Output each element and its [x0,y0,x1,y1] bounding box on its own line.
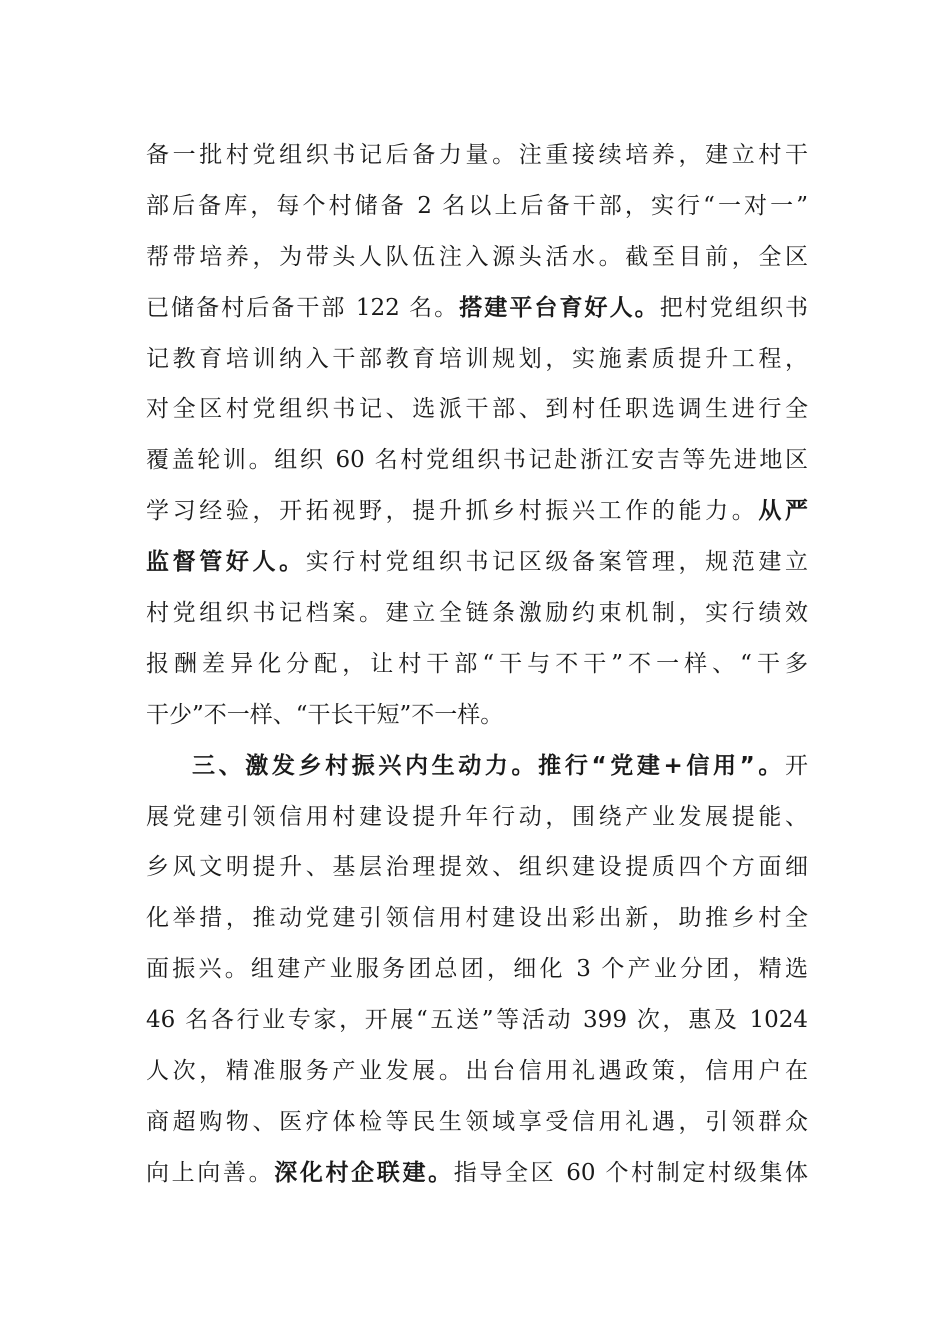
text-segment: 向上向善。 [146,1159,275,1186]
text-segment: 实行村党组织书记区级备案管理，规范建立 [305,549,808,576]
text-segment: 开 [785,752,808,779]
text-segment: 人次，精准服务产业发展。出台信用礼遇政策，信用户在 [146,1058,808,1085]
text-segment: 部后备库，每个村储备 2 名以上后备干部，实行“一对一” [146,192,808,219]
text-line [146,1046,808,1097]
text-segment: 面振兴。组建产业服务团总团，细化 3 个产业分团，精选 [146,956,808,983]
text-line [146,1148,808,1199]
text-line [146,232,808,283]
paragraph-2 [146,741,808,1199]
text-line [146,435,808,486]
text-line [146,842,808,893]
text-line [146,130,808,181]
bold-text-segment: 深化村企联建。 [274,1159,454,1186]
text-segment: 把村党组织书 [659,294,808,321]
bold-text-segment: 从严 [758,498,808,525]
text-segment: 学习经验，开拓视野，提升抓乡村振兴工作的能力。 [146,498,759,525]
text-segment: 记教育培训纳入干部教育培训规划，实施素质提升工程， [146,345,808,372]
text-line [146,893,808,944]
text-line [146,741,808,792]
text-line [146,639,808,690]
text-segment: 村党组织书记档案。建立全链条激励约束机制，实行绩效 [146,600,808,627]
text-line [146,334,808,385]
bold-text-segment: 监督管好人。 [146,549,306,576]
document-page [146,130,808,1199]
text-segment: 已储备村后备干部 122 名。 [146,294,460,321]
text-segment: 化举措，推动党建引领信用村建设出彩出新，助推乡村全 [146,905,808,932]
text-segment: 报酬差异化分配，让村干部“干与不干”不一样、“干多 [146,650,808,677]
text-line [146,1097,808,1148]
bold-text-segment: 三、激发乡村振兴内生动力。推行“党建+信用”。 [192,752,785,779]
text-segment: 干少”不一样、“干长干短”不一样。 [146,701,504,728]
text-segment: 覆盖轮训。组织 60 名村党组织书记赴浙江安吉等先进地区 [146,447,808,474]
text-segment: 帮带培养，为带头人队伍注入源头活水。截至目前，全区 [146,243,808,270]
text-line [146,995,808,1046]
text-segment: 商超购物、医疗体检等民生领域享受信用礼遇，引领群众 [146,1108,808,1135]
text-line [146,486,808,537]
bold-text-segment: 搭建平台育好人。 [459,294,660,321]
text-line [146,384,808,435]
text-line [146,792,808,843]
text-line [146,283,808,334]
text-segment: 指导全区 60 个村制定村级集体 [453,1159,808,1186]
text-line [146,690,808,741]
paragraph-1 [146,130,808,741]
text-segment: 对全区村党组织书记、选派干部、到村任职选调生进行全 [146,396,808,423]
text-line [146,537,808,588]
text-line [146,588,808,639]
text-line [146,181,808,232]
text-segment: 展党建引领信用村建设提升年行动，围绕产业发展提能、 [146,803,808,830]
text-segment: 46 名各行业专家，开展“五送”等活动 399 次，惠及 1024 [146,1007,808,1034]
text-segment: 乡风文明提升、基层治理提效、组织建设提质四个方面细 [146,854,808,881]
text-line [146,944,808,995]
text-segment: 备一批村党组织书记后备力量。注重接续培养，建立村干 [146,142,808,168]
